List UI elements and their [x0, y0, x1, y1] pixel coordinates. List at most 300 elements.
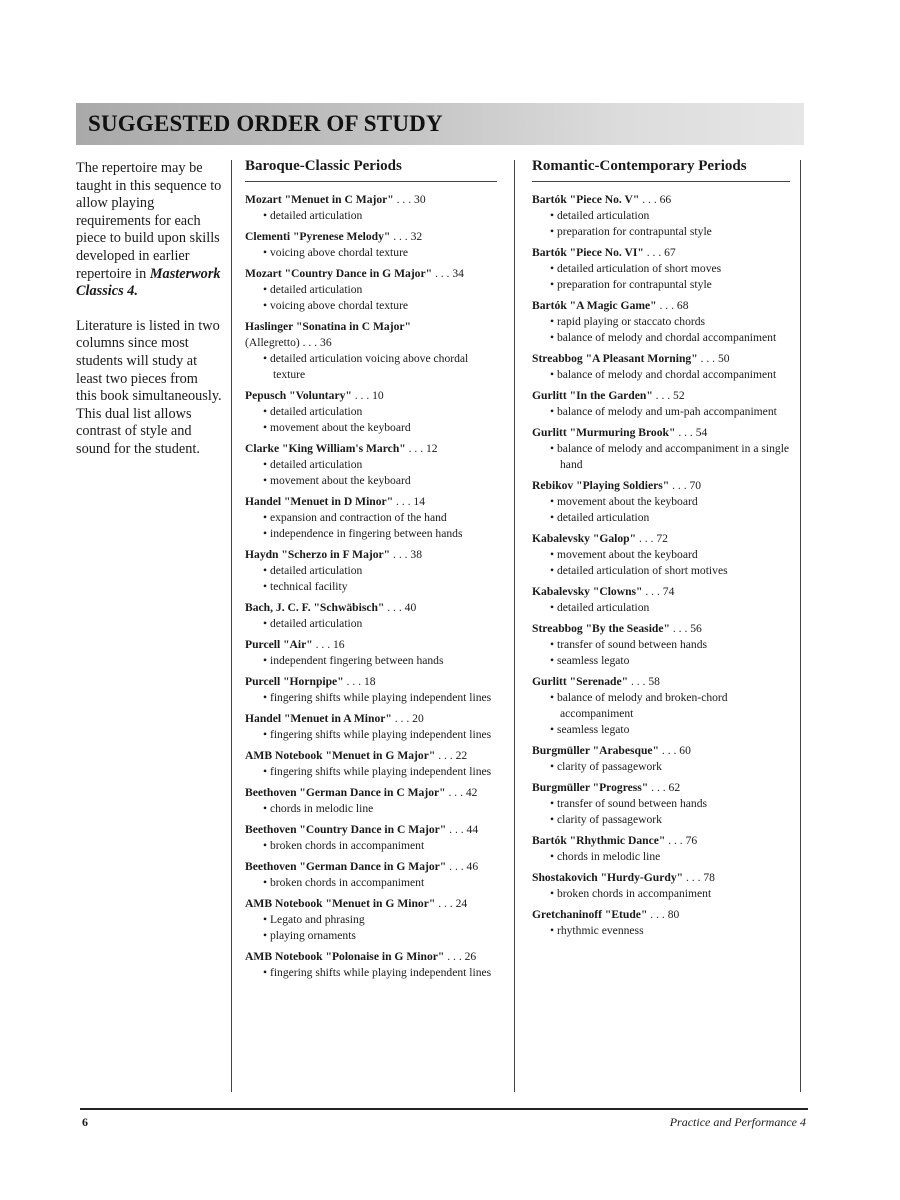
study-entry: [245, 896, 497, 944]
study-entry: [532, 388, 790, 420]
piece-name: Kabalevsky "Clowns": [532, 585, 643, 598]
bullet-icon: •: [263, 458, 270, 471]
study-goal-text: detailed articulation: [269, 209, 363, 222]
study-goal-text: fingering shifts while playing independent lines: [269, 728, 492, 741]
study-goal-text: rapid playing or staccato chords: [556, 315, 706, 328]
bullet-icon: •: [550, 495, 557, 508]
page-reference: . . . 10: [351, 389, 384, 402]
heading-rule: [532, 181, 790, 182]
study-goal: [532, 849, 790, 865]
study-goal-text: detailed articulation: [269, 283, 363, 296]
study-entry: [532, 907, 790, 939]
page-reference: . . . 44: [446, 823, 479, 836]
piece-title: [532, 351, 790, 367]
study-goal: [245, 563, 497, 579]
intro-text: [76, 160, 222, 476]
page-reference: . . . 24: [435, 897, 468, 910]
study-goal: [532, 547, 790, 563]
study-goal-text: balance of melody and chordal accompaniment: [556, 331, 777, 344]
romantic-contemporary-column: [532, 158, 790, 944]
study-goal: [245, 965, 497, 981]
heading-rule: [245, 181, 497, 182]
study-goal: [245, 298, 497, 314]
study-goal: [532, 510, 790, 526]
study-goal-text: fingering shifts while playing independent lines: [269, 691, 492, 704]
study-goal-text: balance of melody and chordal accompaniment: [556, 368, 777, 381]
bullet-icon: •: [550, 887, 557, 900]
piece-title: [245, 319, 497, 335]
bullet-icon: •: [263, 929, 270, 942]
study-goal: [245, 838, 497, 854]
study-goal: [532, 796, 790, 812]
study-goal-text: clarity of passagework: [556, 760, 662, 773]
bullet-icon: •: [263, 564, 270, 577]
piece-title: [532, 870, 790, 886]
study-goal: [245, 875, 497, 891]
study-goal-text: fingering shifts while playing independent lines: [269, 966, 492, 979]
title-banner: [76, 103, 804, 145]
study-goal-text: detailed articulation voicing above chordal texture: [269, 352, 469, 381]
study-goal: [532, 563, 790, 579]
piece-title: [532, 298, 790, 314]
page-reference: . . . 32: [390, 230, 423, 243]
piece-title: [245, 266, 497, 282]
bullet-icon: •: [263, 299, 270, 312]
page-reference: . . . 67: [643, 246, 676, 259]
bullet-icon: •: [263, 876, 270, 889]
page-reference: . . . 16: [312, 638, 345, 651]
study-entry: [532, 531, 790, 579]
study-entry: [245, 547, 497, 595]
study-goal-text: balance of melody and um-pah accompaniment: [556, 405, 777, 418]
piece-title: [245, 600, 497, 616]
page-reference: . . . 42: [445, 786, 478, 799]
study-goal: [245, 928, 497, 944]
intro-paragraph-1-text: The repertoire may be taught in this sequence to allow playing requirements for each piece to build upon skills developed in earlier repertoire in: [76, 160, 222, 282]
study-entry: [245, 859, 497, 891]
study-goal-text: Legato and phrasing: [269, 913, 365, 926]
piece-name: Clarke "King William's March": [245, 442, 406, 455]
study-goal: [245, 764, 497, 780]
study-goal: [245, 457, 497, 473]
study-goal-text: balance of melody and accompaniment in a single hand: [556, 442, 790, 471]
study-goal-text: transfer of sound between hands: [556, 797, 707, 810]
page-reference: . . . 80: [647, 908, 680, 921]
piece-subtitle: [245, 335, 497, 351]
piece-name: Kabalevsky "Galop": [532, 532, 637, 545]
study-goal: [532, 330, 790, 346]
study-goal: [245, 653, 497, 669]
page-reference: . . . 70: [669, 479, 702, 492]
study-goal-text: chords in melodic line: [269, 802, 374, 815]
footer-rule: [80, 1108, 808, 1110]
book-title: Practice and Performance 4: [669, 1115, 806, 1129]
piece-name: Rebikov "Playing Soldiers": [532, 479, 670, 492]
bullet-icon: •: [263, 527, 270, 540]
study-goal: [532, 653, 790, 669]
study-goal: [532, 690, 790, 722]
bullet-icon: •: [550, 654, 557, 667]
study-entry: [245, 266, 497, 314]
study-goal: [245, 282, 497, 298]
page-reference: . . . 50: [697, 352, 730, 365]
study-goal-text: movement about the keyboard: [269, 474, 411, 487]
study-goal-text: detailed articulation: [556, 511, 650, 524]
study-entry: [532, 478, 790, 526]
bullet-icon: •: [550, 405, 557, 418]
study-entry: [245, 637, 497, 669]
bullet-icon: •: [263, 405, 270, 418]
piece-name: Mozart "Menuet in C Major": [245, 193, 394, 206]
page-reference: . . . 34: [432, 267, 464, 280]
study-goal-text: broken chords in accompaniment: [269, 876, 425, 889]
piece-title: [245, 547, 497, 563]
page-reference: . . . 66: [639, 193, 672, 206]
piece-name: Bartók "Rhythmic Dance": [532, 834, 666, 847]
bullet-icon: •: [263, 580, 270, 593]
piece-title: [245, 822, 497, 838]
intro-paragraph-1: [76, 160, 222, 301]
study-goal-text: transfer of sound between hands: [556, 638, 707, 651]
bullet-icon: •: [550, 278, 557, 291]
bullet-icon: •: [550, 760, 557, 773]
page-reference: . . . 14: [393, 495, 426, 508]
page-reference: . . . 38: [390, 548, 423, 561]
piece-name: Purcell "Hornpipe": [245, 675, 344, 688]
study-goal: [245, 616, 497, 632]
piece-title: [532, 743, 790, 759]
study-goal: [245, 727, 497, 743]
bullet-icon: •: [550, 638, 557, 651]
study-goal: [532, 494, 790, 510]
study-goal: [532, 261, 790, 277]
study-goal-text: fingering shifts while playing independent lines: [269, 765, 492, 778]
page-reference: . . . 46: [446, 860, 479, 873]
study-entry: [532, 674, 790, 738]
study-goal-text: detailed articulation: [269, 617, 363, 630]
study-entry: [532, 584, 790, 616]
baroque-classic-column: [245, 158, 497, 986]
study-goal: [245, 208, 497, 224]
piece-title: [532, 584, 790, 600]
bullet-icon: •: [550, 511, 557, 524]
page-title: SUGGESTED ORDER OF STUDY: [88, 111, 443, 136]
study-goal-text: detailed articulation: [556, 209, 650, 222]
piece-title: [532, 192, 790, 208]
page-number: 6: [82, 1115, 88, 1129]
bullet-icon: •: [263, 802, 270, 815]
bullet-icon: •: [550, 797, 557, 810]
piece-title: [532, 674, 790, 690]
piece-name: Bach, J. C. F. "Schwäbisch": [245, 601, 385, 614]
piece-title: [532, 478, 790, 494]
bullet-icon: •: [550, 262, 557, 275]
page-reference: . . . 36: [299, 336, 332, 349]
study-goal-text: preparation for contrapuntal style: [556, 225, 712, 238]
page-reference: . . . 18: [343, 675, 376, 688]
study-goal: [532, 224, 790, 240]
piece-name: Beethoven "Country Dance in C Major": [245, 823, 447, 836]
piece-title: [532, 245, 790, 261]
romantic-contemporary-list: [532, 192, 790, 939]
bullet-icon: •: [550, 564, 557, 577]
piece-title: [245, 859, 497, 875]
piece-title: [245, 674, 497, 690]
study-goal-text: detailed articulation of short motives: [556, 564, 728, 577]
piece-name: Burgmüller "Arabesque": [532, 744, 659, 757]
piece-name: Bartók "Piece No. V": [532, 193, 640, 206]
page-reference: . . . 26: [444, 950, 477, 963]
bullet-icon: •: [263, 966, 270, 979]
study-entry: [532, 743, 790, 775]
page-reference: . . . 20: [391, 712, 424, 725]
bullet-icon: •: [263, 691, 270, 704]
piece-name: Clementi "Pyrenese Melody": [245, 230, 391, 243]
study-goal-text: detailed articulation: [269, 458, 363, 471]
bullet-icon: •: [263, 246, 270, 259]
piece-name: Streabbog "A Pleasant Morning": [532, 352, 698, 365]
study-entry: [532, 833, 790, 865]
study-goal-text: movement about the keyboard: [556, 548, 698, 561]
study-goal: [245, 510, 497, 526]
piece-name: Pepusch "Voluntary": [245, 389, 352, 402]
study-entry: [245, 192, 497, 224]
bullet-icon: •: [550, 813, 557, 826]
piece-name: Mozart "Country Dance in G Major": [245, 267, 433, 280]
study-entry: [532, 298, 790, 346]
study-goal-text: seamless legato: [556, 723, 630, 736]
piece-title: [245, 711, 497, 727]
study-goal-text: voicing above chordal texture: [269, 246, 409, 259]
bullet-icon: •: [550, 723, 557, 736]
page-reference: . . . 72: [636, 532, 668, 545]
study-goal: [245, 912, 497, 928]
bullet-icon: •: [550, 924, 557, 937]
piece-title: [245, 637, 497, 653]
bullet-icon: •: [263, 511, 270, 524]
piece-name: Bartók "Piece No. VI": [532, 246, 644, 259]
page-reference: . . . 30: [393, 193, 426, 206]
bullet-icon: •: [550, 315, 557, 328]
study-goal: [245, 245, 497, 261]
study-entry: [245, 388, 497, 436]
study-goal-text: rhythmic evenness: [556, 924, 644, 937]
study-goal: [245, 801, 497, 817]
bullet-icon: •: [263, 283, 270, 296]
column-divider-middle: [514, 160, 515, 1092]
study-goal-text: movement about the keyboard: [556, 495, 698, 508]
piece-name: Purcell "Air": [245, 638, 313, 651]
piece-name: AMB Notebook "Polonaise in G Minor": [245, 950, 445, 963]
study-goal-text: movement about the keyboard: [269, 421, 411, 434]
column-divider-left: [231, 160, 232, 1092]
study-entry: [532, 192, 790, 240]
study-entry: [532, 870, 790, 902]
study-goal: [532, 367, 790, 383]
study-goal: [245, 526, 497, 542]
piece-title: [532, 388, 790, 404]
bullet-icon: •: [263, 209, 270, 222]
study-entry: [532, 351, 790, 383]
study-goal-text: detailed articulation: [269, 405, 363, 418]
study-goal: [245, 473, 497, 489]
bullet-icon: •: [263, 765, 270, 778]
page-reference: . . . 12: [405, 442, 438, 455]
piece-name: Handel "Menuet in A Minor": [245, 712, 392, 725]
piece-name: Shostakovich "Hurdy-Gurdy": [532, 871, 684, 884]
bullet-icon: •: [263, 728, 270, 741]
page-reference: . . . 68: [656, 299, 689, 312]
piece-name: Burgmüller "Progress": [532, 781, 649, 794]
page-reference: . . . 58: [628, 675, 660, 688]
piece-name: Gurlitt "Serenade": [532, 675, 629, 688]
study-goal: [245, 690, 497, 706]
page-reference: . . . 62: [648, 781, 681, 794]
romantic-contemporary-heading: Romantic-Contemporary Periods: [532, 158, 747, 174]
bullet-icon: •: [550, 368, 557, 381]
bullet-icon: •: [263, 474, 270, 487]
study-goal-text: broken chords in accompaniment: [556, 887, 712, 900]
study-goal-text: seamless legato: [556, 654, 630, 667]
column-divider-right: [800, 160, 801, 1092]
study-goal: [532, 277, 790, 293]
study-goal-text: detailed articulation: [556, 601, 650, 614]
page-reference: . . . 74: [642, 585, 675, 598]
study-goal: [532, 208, 790, 224]
piece-name: Haslinger "Sonatina in C Major": [245, 320, 411, 333]
study-goal-text: broken chords in accompaniment: [269, 839, 425, 852]
study-goal: [245, 579, 497, 595]
piece-title: [532, 833, 790, 849]
study-entry: [245, 785, 497, 817]
piece-name: Beethoven "German Dance in C Major": [245, 786, 446, 799]
study-goal-text: voicing above chordal texture: [269, 299, 409, 312]
study-entry: [245, 949, 497, 981]
piece-title: [532, 907, 790, 923]
bullet-icon: •: [550, 601, 557, 614]
piece-name: Streabbog "By the Seaside": [532, 622, 670, 635]
study-goal-text: clarity of passagework: [556, 813, 662, 826]
study-entry: [245, 319, 497, 383]
piece-name: Handel "Menuet in D Minor": [245, 495, 394, 508]
bullet-icon: •: [263, 421, 270, 434]
bullet-icon: •: [550, 209, 557, 222]
study-goal: [245, 420, 497, 436]
piece-name: Bartók "A Magic Game": [532, 299, 657, 312]
study-goal: [532, 441, 790, 473]
piece-name: Gretchaninoff "Etude": [532, 908, 648, 921]
baroque-classic-list: [245, 192, 497, 981]
piece-title: [245, 388, 497, 404]
bullet-icon: •: [550, 331, 557, 344]
piece-title: [245, 896, 497, 912]
study-goal: [532, 722, 790, 738]
study-entry: [245, 441, 497, 489]
piece-title: [245, 494, 497, 510]
bullet-icon: •: [550, 442, 557, 455]
bullet-icon: •: [550, 850, 557, 863]
study-entry: [245, 822, 497, 854]
piece-title: [532, 531, 790, 547]
study-entry: [245, 494, 497, 542]
study-goal: [532, 314, 790, 330]
page-reference: . . . 54: [675, 426, 708, 439]
bullet-icon: •: [550, 691, 557, 704]
study-goal-text: chords in melodic line: [556, 850, 661, 863]
intro-paragraph-2: Literature is listed in two columns since most students will study at least two pieces from this book simultaneously. This dual list allows contrast of style and sound for the student.: [76, 317, 222, 457]
piece-title: [245, 785, 497, 801]
study-goal: [532, 759, 790, 775]
study-entry: [532, 621, 790, 669]
page-reference: . . . 56: [669, 622, 702, 635]
page-reference: . . . 76: [665, 834, 698, 847]
piece-title: [532, 425, 790, 441]
study-entry: [532, 425, 790, 473]
study-goal: [245, 404, 497, 420]
study-goal: [532, 600, 790, 616]
piece-title: [245, 748, 497, 764]
piece-title: [245, 949, 497, 965]
piece-name: AMB Notebook "Menuet in G Minor": [245, 897, 436, 910]
page-reference: . . . 78: [683, 871, 715, 884]
page-reference: . . . 52: [652, 389, 685, 402]
study-goal: [532, 923, 790, 939]
study-goal: [532, 812, 790, 828]
baroque-classic-heading: Baroque-Classic Periods: [245, 158, 402, 174]
piece-name: Gurlitt "Murmuring Brook": [532, 426, 676, 439]
study-goal-text: balance of melody and broken-chord accompaniment: [556, 691, 728, 720]
piece-title: [245, 229, 497, 245]
study-goal-text: preparation for contrapuntal style: [556, 278, 712, 291]
page-reference: . . . 22: [435, 749, 468, 762]
study-entry: [532, 245, 790, 293]
study-goal-text: detailed articulation of short moves: [556, 262, 722, 275]
study-entry: [245, 711, 497, 743]
intro-book-reference: Masterwork Classics 4.: [76, 265, 221, 300]
study-goal: [245, 351, 497, 383]
study-goal: [532, 404, 790, 420]
piece-title: [532, 780, 790, 796]
piece-tempo: (Allegretto): [245, 336, 300, 349]
study-goal-text: independent fingering between hands: [269, 654, 444, 667]
study-goal: [532, 637, 790, 653]
study-goal-text: expansion and contraction of the hand: [269, 511, 447, 524]
study-entry: [245, 229, 497, 261]
bullet-icon: •: [550, 225, 557, 238]
bullet-icon: •: [263, 654, 270, 667]
piece-name: AMB Notebook "Menuet in G Major": [245, 749, 436, 762]
bullet-icon: •: [263, 839, 270, 852]
study-entry: [532, 780, 790, 828]
page-reference: . . . 60: [659, 744, 691, 757]
piece-title: [532, 621, 790, 637]
bullet-icon: •: [550, 548, 557, 561]
study-entry: [245, 748, 497, 780]
bullet-icon: •: [263, 352, 270, 365]
study-goal-text: detailed articulation: [269, 564, 363, 577]
piece-title: [245, 192, 497, 208]
study-goal: [532, 886, 790, 902]
study-goal-text: playing ornaments: [269, 929, 356, 942]
bullet-icon: •: [263, 913, 270, 926]
piece-name: Gurlitt "In the Garden": [532, 389, 653, 402]
study-entry: [245, 600, 497, 632]
bullet-icon: •: [263, 617, 270, 630]
piece-name: Beethoven "German Dance in G Major": [245, 860, 447, 873]
study-goal-text: technical facility: [269, 580, 348, 593]
study-entry: [245, 674, 497, 706]
study-goal-text: independence in fingering between hands: [269, 527, 463, 540]
